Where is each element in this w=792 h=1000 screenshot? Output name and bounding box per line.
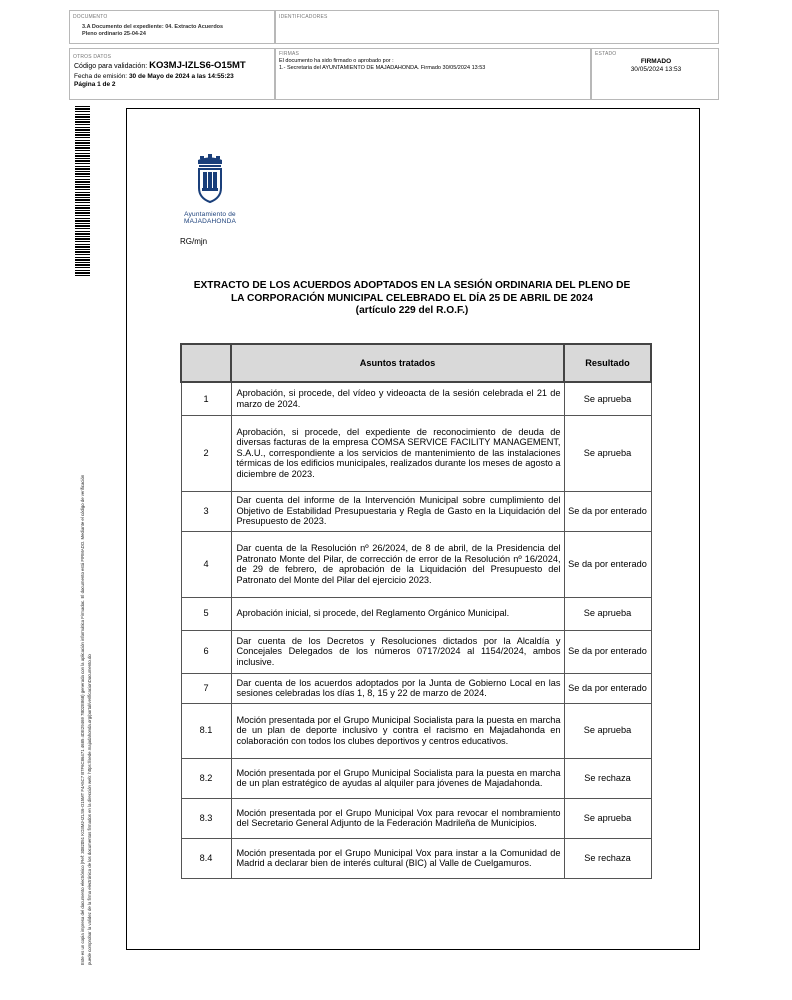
row-resultado: Se da por enterado: [564, 491, 651, 531]
estado-fecha: 30/05/2024 13:53: [630, 66, 682, 73]
table-row: [181, 597, 651, 630]
row-number: 8.2: [181, 758, 231, 798]
row-asunto: Moción presentada por el Grupo Municipal Socialista para la puesta en marcha de un plan de deporte inclusivo y contra el racismo en Majadahonda en colaboración con todos los clubes deportivos y centros educativos.: [231, 703, 564, 758]
row-asunto: Dar cuenta del informe de la Intervención Municipal sobre cumplimiento del Objetivo de Estabilidad Presupuestaria y Regla de Gasto en la Liquidación del Presupuesto de 2023.: [231, 491, 564, 531]
row-number: 1: [181, 382, 231, 415]
firmas-item: 1.- Secretaria del AYUNTAMIENTO DE MAJADAHONDA. Firmado 30/05/2024 13:53: [279, 65, 486, 71]
row-resultado: Se aprueba: [564, 703, 651, 758]
header-resultado: Resultado: [564, 344, 651, 382]
side-verification-text: [80, 285, 93, 965]
documento-value: 3.A Documento del expediente: 04. Extracto Acuerdos Pleno ordinario 25-04-24: [82, 24, 224, 37]
table-row: [181, 382, 651, 415]
estado-value: FIRMADO: [640, 58, 672, 65]
row-resultado: Se da por enterado: [564, 673, 651, 703]
table-row: [181, 415, 651, 491]
row-resultado: Se aprueba: [564, 415, 651, 491]
row-number: 6: [181, 630, 231, 673]
side-text-line-1: Este es un copia impresa del documento electrónico (Ref: 3082051 KO3MJ-IZLS6-O15MT F4A5C7 B7F6C86471 4685 4DE29469 7B02E868) generada con la aplicación informática Firmadoc. El documento está FIRMADO. Mediante el código de verificación: [80, 474, 85, 965]
table-row: [181, 703, 651, 758]
row-resultado: Se da por enterado: [564, 531, 651, 597]
row-number: 8.4: [181, 838, 231, 878]
reference-initials: RG/mjn: [180, 237, 208, 246]
otros-datos-label: OTROS DATOS: [73, 54, 112, 60]
row-resultado: Se da por enterado: [564, 630, 651, 673]
row-number: 5: [181, 597, 231, 630]
row-asunto: Moción presentada por el Grupo Municipal Vox para instar a la Comunidad de Madrid a declarar bien de interés cultural (BIC) al Valle de Cuelgamuros.: [231, 838, 564, 878]
fecha-value: 30 de Mayo de 2024 a las 14:55:23: [128, 73, 234, 80]
identificadores-label: IDENTIFICADORES: [279, 14, 328, 20]
logo-line-2: MAJADAHONDA: [183, 218, 237, 225]
title-line-2: LA CORPORACIÓN MUNICIPAL CELEBRADO EL DÍA 25 DE ABRIL DE 2024: [230, 292, 594, 304]
header-firmas-box: [275, 48, 591, 100]
row-resultado: Se rechaza: [564, 838, 651, 878]
row-number: 3: [181, 491, 231, 531]
fecha-label: Fecha de emisión:: [74, 73, 128, 80]
firmas-intro: El documento ha sido firmado o aprobado por :: [279, 58, 394, 64]
row-resultado: Se aprueba: [564, 597, 651, 630]
coat-of-arms-icon: [178, 154, 242, 206]
table-row: [181, 491, 651, 531]
table-row: [181, 798, 651, 838]
codigo-value: KO3MJ-IZLS6-O15MT: [149, 60, 246, 71]
header-asuntos: Asuntos tratados: [231, 344, 564, 382]
row-asunto: Moción presentada por el Grupo Municipal Socialista para la puesta en marcha de un plan estratégico de ayudas al alquiler para jóvenes de Majadahonda.: [231, 758, 564, 798]
side-text-line-2: puede comprobar la validez de la firma electrónica de los documentos firmados en la dirección web: https://sede.majadahonda.org/portal/verificacionDocumento.do: [86, 654, 92, 965]
header-estado-box: [591, 48, 719, 100]
barcode-icon: [75, 106, 90, 276]
estado-label: ESTADO: [595, 51, 617, 57]
agreements-table: [180, 343, 652, 879]
row-number: 8.3: [181, 798, 231, 838]
row-asunto: Dar cuenta de los Decretos y Resoluciones dictados por la Alcaldía y Concejales Delegados de los números 0717/2024 al 1154/2024, ambos inclusive.: [231, 630, 564, 673]
table-row: [181, 838, 651, 878]
table-header-row: [181, 344, 651, 382]
title-line-1: EXTRACTO DE LOS ACUERDOS ADOPTADOS EN LA SESIÓN ORDINARIA DEL PLENO DE: [193, 280, 631, 291]
row-number: 4: [181, 531, 231, 597]
row-asunto: Dar cuenta de la Resolución nº 26/2024, de 8 de abril, de la Presidencia del Patronato Monte del Pilar, de corrección de error de la Resolución nº 16/2024, de 29 de febrero, de aprobación de la Liquidación del Presupuesto del Patronato del Monte del Pilar del ejercicio 2023.: [231, 531, 564, 597]
codigo-validacion: [74, 62, 246, 71]
row-number: 2: [181, 415, 231, 491]
document-title: [170, 280, 654, 318]
row-asunto: Moción presentada por el Grupo Municipal Vox para revocar el nombramiento del Secretario General Adjunto de la Federación Madrileña de Municipios.: [231, 798, 564, 838]
header-identificadores-box: [275, 10, 719, 44]
row-resultado: Se rechaza: [564, 758, 651, 798]
row-number: 8.1: [181, 703, 231, 758]
row-asunto: Dar cuenta de los acuerdos adoptados por la Junta de Gobierno Local en las sesiones celebradas los días 1, 8, 15 y 22 de marzo de 2024.: [231, 673, 564, 703]
row-resultado: Se aprueba: [564, 798, 651, 838]
pagina-indicator: Página 1 de 2: [74, 81, 116, 88]
table-row: [181, 758, 651, 798]
municipal-logo: [178, 154, 242, 225]
documento-label: DOCUMENTO: [73, 14, 108, 20]
row-asunto: Aprobación inicial, si procede, del Reglamento Orgánico Municipal.: [231, 597, 564, 630]
header-otros-datos-box: [69, 48, 275, 100]
row-resultado: Se aprueba: [564, 382, 651, 415]
row-number: 7: [181, 673, 231, 703]
fecha-emision: [74, 73, 234, 80]
row-asunto: Aprobación, si procede, del expediente de reconocimiento de deuda de diversas facturas de la empresa COMSA SERVICE FACILITY MANAGEMENT, S.A.U., correspondiente a los servicios de mantenimiento de las instalaciones térmicas de los edificios municipales, realizados durante los meses de agosto a diciembre de 2023.: [231, 415, 564, 491]
codigo-label: Código para validación:: [74, 63, 148, 70]
table-row: [181, 630, 651, 673]
firmas-label: FIRMAS: [279, 51, 300, 57]
table-row: [181, 673, 651, 703]
row-asunto: Aprobación, si procede, del vídeo y videoacta de la sesión celebrada el 21 de marzo de 2024.: [231, 382, 564, 415]
header-num: [181, 344, 231, 382]
title-line-3: (artículo 229 del R.O.F.): [355, 305, 469, 316]
table-row: [181, 531, 651, 597]
header-documento-box: [69, 10, 275, 44]
logo-line-1: Ayuntamiento de: [184, 211, 236, 218]
